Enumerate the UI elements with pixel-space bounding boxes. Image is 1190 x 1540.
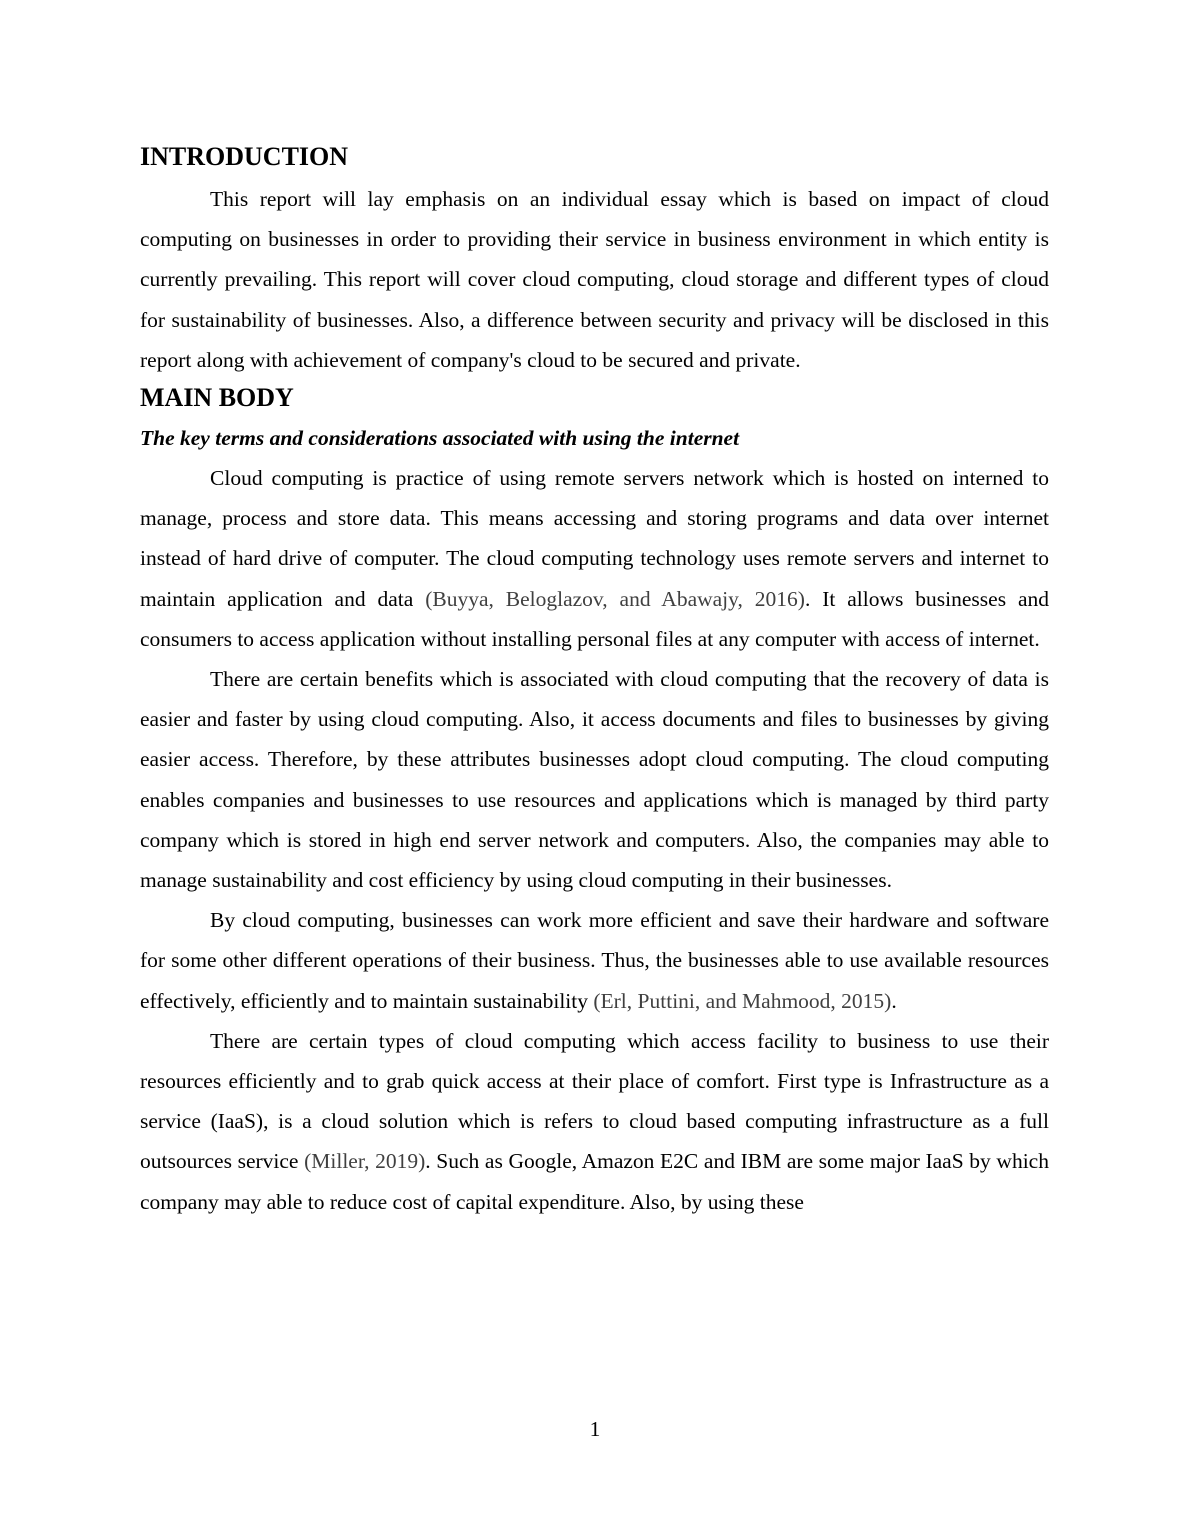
key-terms-subheading: The key terms and considerations associated with using the internet <box>140 426 740 451</box>
introduction-heading: INTRODUCTION <box>140 142 349 171</box>
paragraph-text: . <box>891 988 897 1013</box>
citation-erl: (Erl, Puttini, and Mahmood, 2015) <box>593 988 892 1013</box>
paragraph-text: By cloud computing, businesses can work more efficient and save their hardware and software for some other different operations of their business. Thus, the businesses able to use available resources effectively, efficiently and to maintain sustainability <box>140 908 1049 1013</box>
introduction-paragraph: This report will lay emphasis on an individual essay which is based on impact of cloud computing on businesses in order to providing their service in business environment in which entity is currently prevailing. This report will cover cloud computing, cloud storage and different types of cloud for sustainability of businesses. Also, a difference between security and privacy will be disclosed in this report along with achievement of company's cloud to be secured and private. <box>140 187 1049 372</box>
page-body <box>140 139 1049 1222</box>
main-body-heading: MAIN BODY <box>140 383 294 413</box>
cloud-computing-paragraph <box>140 458 1049 659</box>
citation-miller: (Miller, 2019) <box>304 1149 426 1174</box>
page-number: 1 <box>589 1417 601 1441</box>
benefits-paragraph: There are certain benefits which is associated with cloud computing that the recovery of data is easier and faster by using cloud computing. Also, it access documents and files to businesses by giving easier access. Therefore, by these attributes businesses adopt cloud computing. The cloud computing enables companies and businesses to use resources and applications which is managed by third party company which is stored in high end server network and computers. Also, the companies may able to manage sustainability and cost efficiency by using cloud computing in their businesses. <box>140 667 1049 893</box>
citation-buyya: (Buyya, Beloglazov, and Abawajy, 2016) <box>425 586 805 611</box>
efficiency-paragraph <box>140 900 1049 1021</box>
types-paragraph <box>140 1021 1049 1222</box>
paragraph-text: Cloud computing is practice of using remote servers network which is hosted on interned to manage, process and store data. This means accessing and storing programs and data over internet instead of hard drive of computer. The cloud computing technology uses remote servers and internet to maintain application and data <box>140 466 1049 611</box>
paragraph-text: . Such as Google, Amazon E2C and IBM are some major IaaS by which company may able to reduce cost of capital expenditure. Also, by using these <box>140 1149 1049 1214</box>
paragraph-text: . It allows businesses and consumers to access application without installing personal files at any computer with access of internet. <box>140 586 1049 651</box>
paragraph-text: There are certain types of cloud computing which access facility to business to use their resources efficiently and to grab quick access at their place of comfort. First type is Infrastructure as a service (IaaS), is a cloud solution which is refers to cloud based computing infrastructure as a full outsources service <box>140 1028 1049 1174</box>
